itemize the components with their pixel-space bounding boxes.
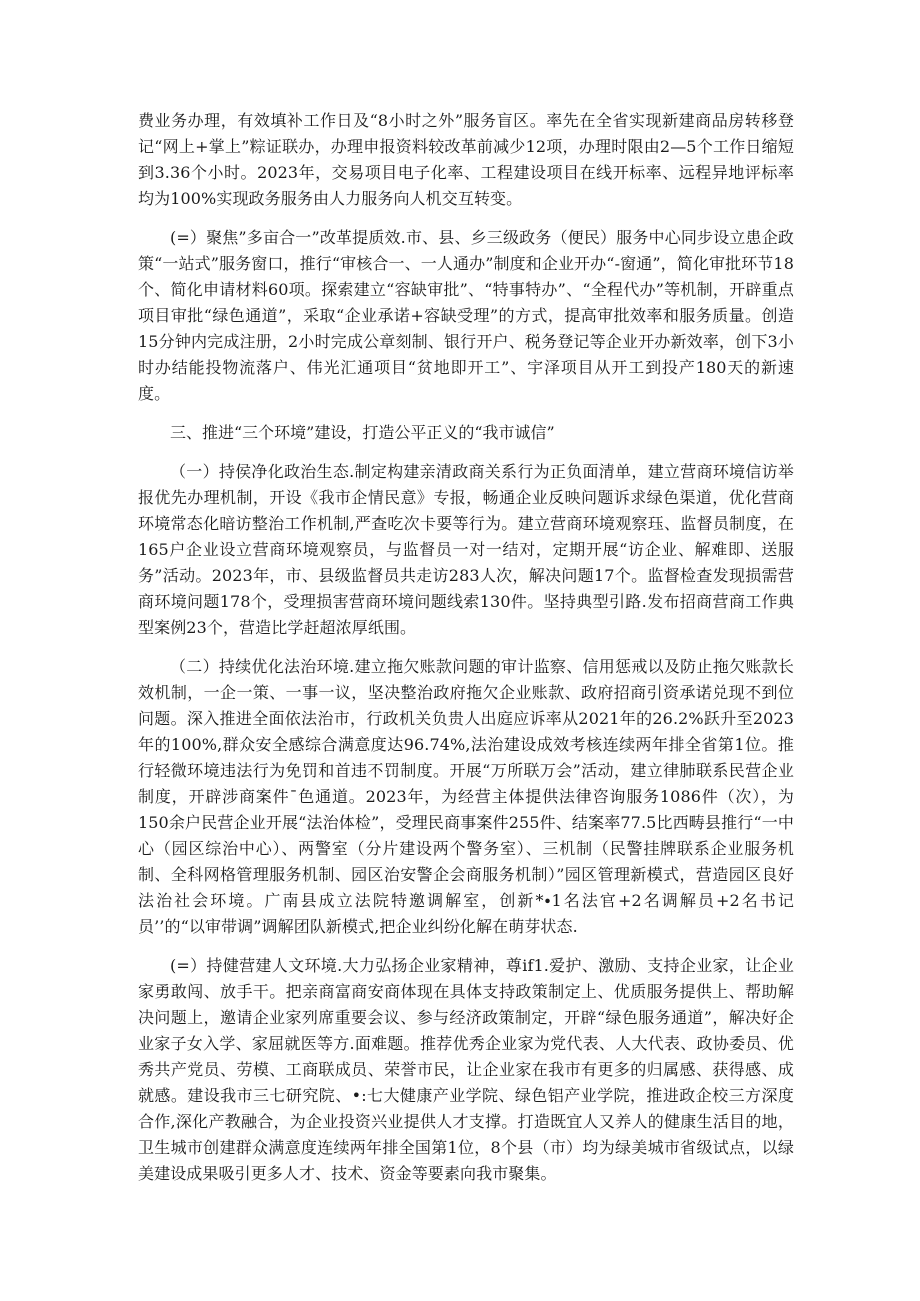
- paragraph-approval-reform: (=）聚焦”多亩合一”改革提质效.市、县、乡三级政务（便民）服务中心同步设立患企政策“一站式”服务窗口，推行“审核合一、一人通办”制度和企业开办“-窗通”，简化审批环节18个、简化申请材料60项。探索建立“容缺审批”、“特事特办”、“全程代办”等机制，开辟重点项目审批“绿色通道”，采取“企业承诺+容缺受理”的方式，提高审批效率和服务质量。创造15分钟内完成注册，2小时完成公章刻制、银行开户、税务登记等企业开办新效率，创下3小时办结能投物流落户、伟光汇通项目“贫地即开工”、宇泽项目从开工到投产180天的新速度。: [138, 228, 794, 403]
- document-page: [138, 108, 794, 1200]
- paragraph-service-hours: 费业务办理，有效填补工作日及“8小时之外”服务盲区。率先在全省实现新建商品房转移登记“网上+掌上”粽证联办，办理申报资料较改革前减少12项，办理时限由2—5个工作日缩短到3.36个小时。2023年，交易项目电子化率、工程建设项目在线开标率、远程异地评标率均为100%实现政务服务由人力服务向人机交互转变。: [138, 111, 794, 208]
- paragraph-humanistic-environment: (=）持健营建人文环境.大力弘扬企业家精神，尊if1.爱护、激励、支持企业家，让企业家勇敢闯、放手干。把亲商富商安商体现在具体支持政策制定上、优质服务提供上、帮助解决问题上，邀请企业家列席重要会议、参与经济政策制定，开辟“绿色服务通道”，解决好企业家子女入学、家屈就医等方.面难题。推荐优秀企业家为党代表、人大代表、政协委员、优秀共产党员、劳模、工商联成员、荣誉市民，让企业家在我市有更多的归属感、获得感、成就感。建设我市三七研究院、•:七大健康产业学院、绿色铝产业学院，推进政企校三方深度合作,深化产教融合，为企业投资兴业提供人才支撑。打造既宜人又养人的健康生活目的地，卫生城市创建群众满意度连续两年排全国第1位，8个县（市）均为绿美城市省级试点，以绿美建设成果吸引更多人才、技术、资金等要素向我市聚集。: [138, 956, 794, 1183]
- paragraph-rule-of-law: （二）持续优化法治环境.建立拖欠账款问题的审计监察、信用惩戒以及防止拖欠账款长效机制，一企一策、一事一议，坚决整治政府拖欠企业账款、政府招商引资承诺兑现不到位问题。深入推进全面依法治市，行政机关负贵人出庭应诉率从2021年的26.2%跃升至2023年的100%,群众安全感综合满意度达96.74%,法治建设成效考核连续两年排全省第1位。推行轻微环境违法行为免罚和首违不罚制度。开展“万所联万会”活动，建立律肺联系民营企业制度，开辟涉商案件ˉ色通道。2023年，为经营主体提供法律咨询服务1086件（次），为150余户民营企业开展“法治体检”，受理民商事案件255件、结案率77.5比西畴县推行“一中心（园区综治中心）、两警室（分片建设两个警务室）、三机制（民警挂牌联系企业服务机制、全科网格管理服务机制、园区治安警企会商服务机制）”园区管理新模式，营造园区良好法治社会环境。广南县成立法院特邀调解室，创新*∙1名法官+2名调解员+2名书记员’’的“以审带调”调解团队新模式,把企业纠纷化解在萌芽状态.: [138, 657, 794, 936]
- section-heading-three-environments: 三、推进“三个环境”建设，打造公平正义的“我市诚信”: [170, 423, 555, 442]
- paragraph-political-ecology: （一）持侯净化政治生态.制定构建亲清政商关系行为正负面清单，建立营商环境信访举报优先办理机制，开设《我市企情民意》专报，畅通企业反映问题诉求绿色渠道，优化营商环境常态化暗访整治工作机制,严查吃次卡要等行为。建立营商环境观察珏、监督员制度，在165户企业设立营商环境观察员，与监督员一对一结对，定期开展“访企业、解难即、送服务”活动。2023年，市、县级监督员共走访283人次，解决问题17个。监督检查发现损需营商环境问题178个，受理损害营商环境问题线索130件。坚持典型引路.发布招商营商工作典型案例23个，营造比学赶超浓厚纸围。: [138, 462, 794, 637]
